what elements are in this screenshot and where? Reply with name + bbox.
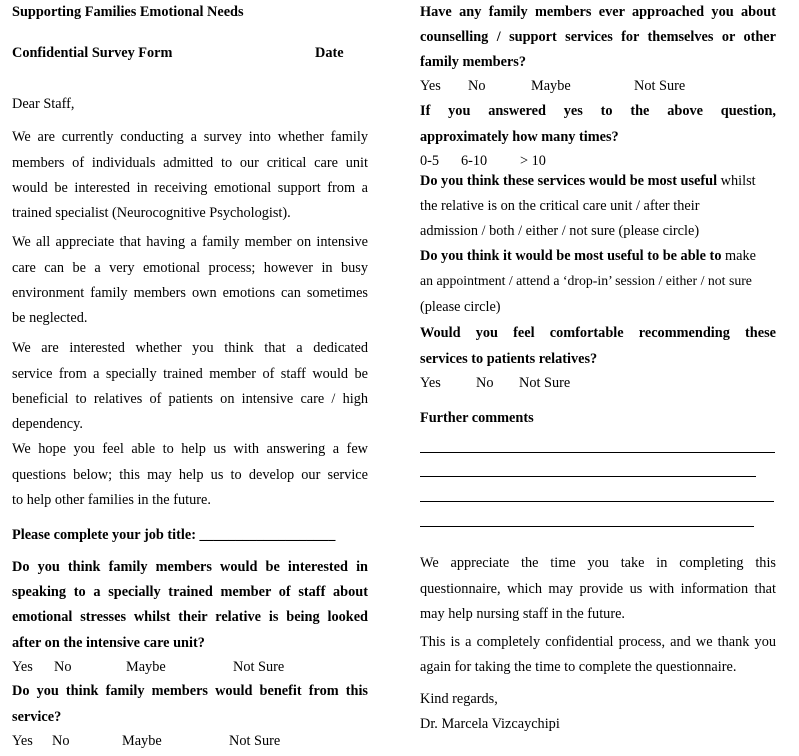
para1-line: trained specialist (Neurocognitive Psychologist). — [12, 205, 291, 221]
para2-line: environment family members own emotions can sometimes — [12, 285, 368, 301]
question-4-line: approximately how many times? — [420, 129, 619, 145]
para3-line: dependency. — [12, 416, 83, 432]
para1-line: We are currently conducting a survey into whether family — [12, 129, 368, 145]
question-2-line: service? — [12, 709, 62, 725]
closing2-line: again for taking the time to complete the questionnaire. — [420, 659, 737, 675]
question-1-line: after on the intensive care unit? — [12, 635, 205, 651]
comments-label: Further comments — [420, 410, 534, 426]
form-subtitle: Confidential Survey Form — [12, 45, 173, 61]
q2-option-not-sure[interactable]: Not Sure — [229, 733, 281, 749]
question-2-line: Do you think family members would benefit from this — [12, 683, 368, 699]
closing-line: We appreciate the time you take in completing this — [420, 555, 776, 571]
para2-line: be neglected. — [12, 310, 88, 326]
question-4-line: If you answered yes to the above question, — [420, 103, 776, 119]
q1-option-yes[interactable]: Yes — [12, 659, 33, 675]
q1-option-no[interactable]: No — [54, 659, 72, 675]
comment-line[interactable] — [420, 452, 775, 453]
comment-line[interactable] — [420, 476, 756, 477]
q1-option-not-sure[interactable]: Not Sure — [233, 659, 285, 675]
comment-line[interactable] — [420, 501, 774, 502]
q2-option-yes[interactable]: Yes — [12, 733, 33, 749]
q3-option-yes[interactable]: Yes — [420, 78, 441, 94]
question-5-line[interactable]: admission / both / either / not sure (please circle) — [420, 223, 700, 239]
form-title: Supporting Families Emotional Needs — [12, 4, 244, 20]
question-7-line: services to patients relatives? — [420, 351, 598, 367]
closing2-line: This is a completely confidential process, and we thank you — [420, 634, 776, 650]
q7-option-not-sure[interactable]: Not Sure — [519, 375, 571, 391]
closing-line: questionnaire, which may provide us with information that — [420, 581, 776, 597]
q4-option-0-5[interactable]: 0-5 — [420, 153, 440, 169]
question-1-line: Do you think family members would be interested in — [12, 559, 368, 575]
q4-option-over-10[interactable]: > 10 — [520, 153, 546, 169]
question-6-line: (please circle) — [420, 299, 501, 315]
para3-line: service from a specially trained member of staff would be — [12, 366, 368, 382]
para3-line: We are interested whether you think that a dedicated — [12, 340, 368, 356]
question-5-bold: Do you think these services would be most useful — [420, 173, 718, 189]
signature: Dr. Marcela Vizcaychipi — [420, 716, 560, 732]
question-3-line: Have any family members ever approached you about — [420, 4, 776, 20]
para2-line: care can be a very emotional process; however in busy — [12, 260, 368, 276]
para3-line: beneficial to relatives of patients on intensive care / high — [12, 391, 368, 407]
signoff: Kind regards, — [420, 691, 498, 707]
para4-line: We hope you feel able to help us with answering a few — [12, 441, 368, 457]
q2-option-maybe[interactable]: Maybe — [122, 733, 162, 749]
closing-line: may help nursing staff in the future. — [420, 606, 626, 622]
para4-line: questions below; this may help us to develop our service — [12, 467, 368, 483]
question-3-line: family members? — [420, 54, 527, 70]
comment-line[interactable] — [420, 526, 754, 527]
question-6-rest: make — [721, 248, 757, 264]
q7-option-no[interactable]: No — [476, 375, 494, 391]
q4-option-6-10[interactable]: 6-10 — [461, 153, 488, 169]
q1-option-maybe[interactable]: Maybe — [126, 659, 166, 675]
q7-option-yes[interactable]: Yes — [420, 375, 441, 391]
q3-option-not-sure[interactable]: Not Sure — [634, 78, 686, 94]
question-5-line: the relative is on the critical care unit / after their — [420, 198, 700, 214]
question-1-line: emotional stresses whilst their relative is being looked — [12, 609, 368, 625]
greeting: Dear Staff, — [12, 96, 75, 112]
para1-line: members of individuals admitted to our critical care unit — [12, 155, 368, 171]
para4-line: to help other families in the future. — [12, 492, 211, 508]
question-7-line: Would you feel comfortable recommending these — [420, 325, 776, 341]
question-5-rest: whilst — [717, 173, 756, 189]
q3-option-maybe[interactable]: Maybe — [531, 78, 571, 94]
job-title-prompt[interactable]: Please complete your job title: ___________________ — [12, 527, 336, 543]
question-5-line — [420, 173, 756, 190]
question-6-bold: Do you think it would be most useful to be able to — [420, 248, 722, 264]
question-6-line — [420, 248, 756, 265]
para2-line: We all appreciate that having a family member on intensive — [12, 234, 368, 250]
date-label: Date — [315, 45, 344, 61]
question-1-line: speaking to a specially trained member of staff about — [12, 584, 368, 600]
para1-line: would be interested in receiving emotional support from a — [12, 180, 368, 196]
question-6-line[interactable]: an appointment / attend a ‘drop-in’ session / either / not sure — [420, 273, 752, 288]
question-3-line: counselling / support services for themselves or other — [420, 29, 776, 45]
q2-option-no[interactable]: No — [52, 733, 70, 749]
q3-option-no[interactable]: No — [468, 78, 486, 94]
